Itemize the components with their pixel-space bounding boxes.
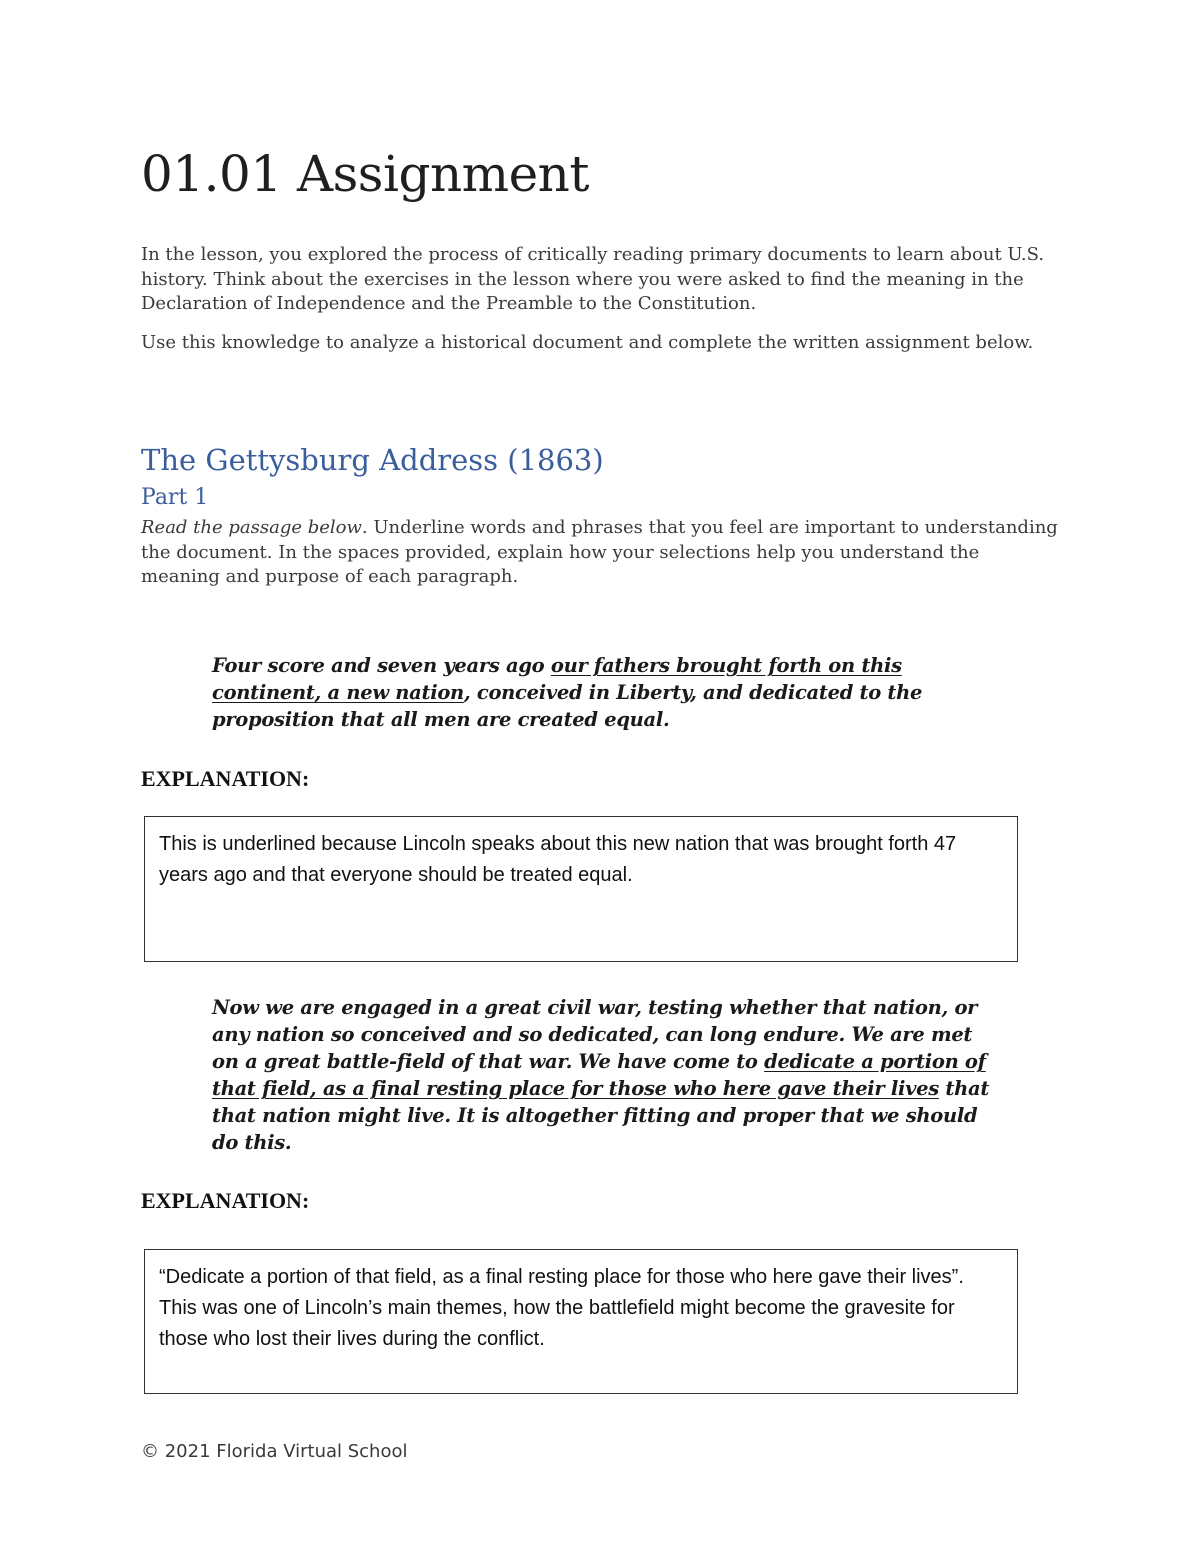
intro-paragraph-1: In the lesson, you explored the process of critically reading primary documents to learn about U.S. history. Think about the exercises in the lesson where you were asked to find the meaning in the Declaration of Independence and the Preamble to the Constitution. [141,244,1045,314]
passage-2-underlined: dedicate a portion of that field, as a final resting place for those who here gave their lives [212,1050,986,1100]
instructions-text: . Underline words and phrases that you feel are important to understanding the document. In the spaces provided, explain how your selections help you understand the meaning and purpose of each paragraph. [141,517,1058,587]
section-heading: The Gettysburg Address (1863) [141,443,604,477]
instructions-lead: Read the passage below [141,517,362,538]
passage-1-underlined: our fathers brought forth on this continent, a new nation [212,654,902,704]
passage-1-after: , conceived in Liberty, and dedicated to the proposition that all men are created equal. [212,681,923,731]
intro-paragraph-2: Use this knowledge to analyze a historical document and complete the written assignment below. [141,332,1034,353]
instructions-paragraph [141,516,1061,590]
copyright-footer: © 2021 Florida Virtual School [141,1441,408,1462]
passage-2-before: Now we are engaged in a great civil war, testing whether that nation, or any nation so conceived and so dedicated, can long endure. We are met on a great battle-field of that war. We have come to [212,996,978,1073]
passage-1-before: Four score and seven years ago [212,654,551,677]
answer-box-1[interactable] [144,816,1018,962]
answer-box-2[interactable] [144,1249,1018,1394]
passage-2-after: that that nation might live. It is altogether fitting and proper that we should do this. [212,1077,990,1154]
explanation-label-1: EXPLANATION: [141,766,310,791]
part-heading: Part 1 [141,485,209,510]
explanation-label-2: EXPLANATION: [141,1188,310,1213]
answer-text-2: “Dedicate a portion of that field, as a final resting place for those who here gave their lives”. This was one of Lincoln’s main themes, how the battlefield might become the gravesite for those who lost their lives during the conflict. [159,1266,964,1350]
passage-1 [212,652,1002,733]
answer-text-1: This is underlined because Lincoln speaks about this new nation that was brought forth 47 years ago and that everyone should be treated equal. [159,833,957,886]
page-title: 01.01 Assignment [141,145,589,203]
passage-2 [212,994,1002,1156]
